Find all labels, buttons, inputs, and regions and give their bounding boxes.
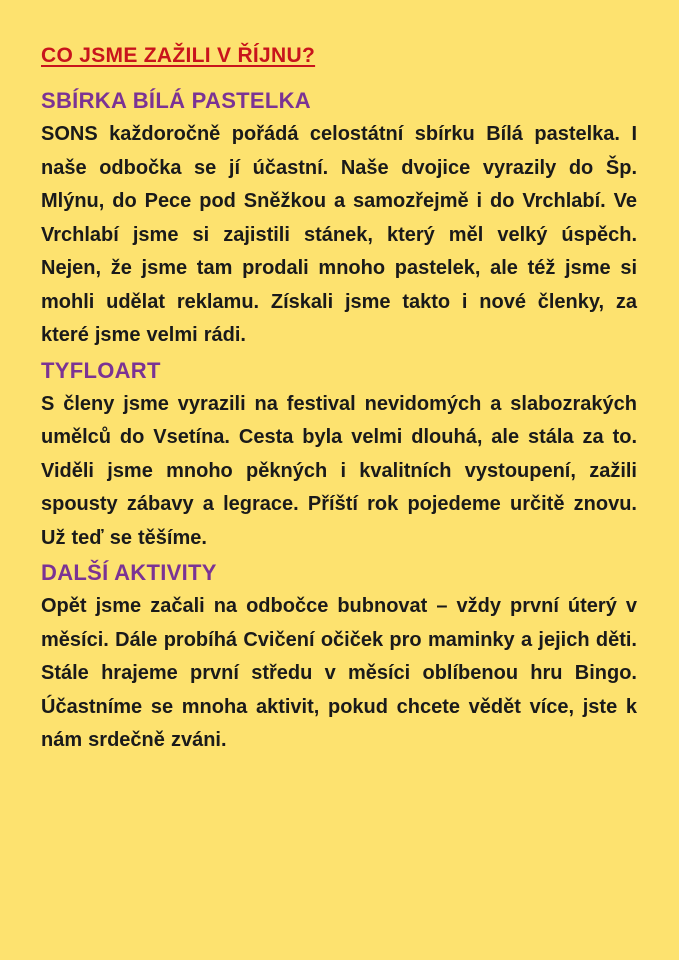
section-text: Opět jsme začali na odbočce bubnovat – vždy první úterý v měsíci. Dále probíhá Cvičení očiček pro maminky a jejich děti. Stále hrajeme první středu v měsíci oblíbenou hru Bingo. Účastníme se mnoha aktivit, pokud chcete vědět více, jste k nám srdečně zváni. — [41, 595, 637, 751]
section-heading: TYFLOART — [41, 357, 161, 383]
section-tyfloart — [41, 354, 637, 556]
section-heading: DALŠÍ AKTIVITY — [41, 560, 217, 585]
section-bila-pastelka — [41, 84, 637, 353]
page-title: CO JSME ZAŽILI V ŘÍJNU? — [41, 44, 316, 67]
section-dalsi-aktivity — [41, 556, 637, 758]
section-text: SONS každoročně pořádá celostátní sbírku Bílá pastelka. I naše odbočka se jí účastní. Naše dvojice vyrazily do Šp. Mlýnu, do Pece pod Sněžkou a samozřejmě i do Vrchlabí. Ve Vrchlabí jsme si zajistili stánek, který měl velký úspěch. Nejen, že jsme tam prodali mnoho pastelek, ale též jsme si mohli udělat reklamu. Získali jsme takto i nové členky, za které jsme velmi rádi. — [41, 123, 637, 346]
section-text: S členy jsme vyrazili na festival nevidomých a slabozrakých umělců do Vsetína. Cesta byla velmi dlouhá, ale stála za to. Viděli jsme mnoho pěkných i kvalitních vystoupení, zažili spousty zábavy a legrace. Příští rok pojedeme určitě znovu. Už teď se těšíme. — [41, 392, 637, 549]
newsletter-page — [41, 40, 637, 759]
section-heading: SBÍRKA BÍLÁ PASTELKA — [41, 88, 311, 113]
